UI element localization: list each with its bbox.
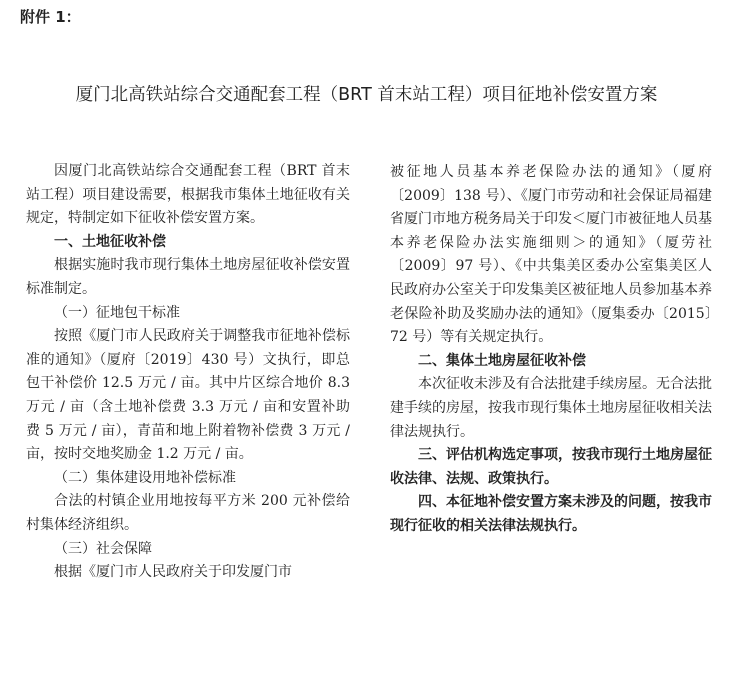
section2-heading: 二、集体土地房屋征收补偿 <box>418 352 586 369</box>
document-title: 厦门北高铁站综合交通配套工程（BRT 首末站工程）项目征地补偿安置方案 <box>75 85 658 105</box>
section1-paragraph: 根据实施时我市现行集体土地房屋征收补偿安置标准制定。 <box>26 257 350 297</box>
section1-heading: 一、土地征收补偿 <box>54 233 166 250</box>
subsection3-paragraph-continued: 被征地人员基本养老保险办法的通知》（厦府〔2009〕138 号）、《厦门市劳动和社会保证局福建省厦门市地方税务局关于印发＜厦门市被征地人员基本养老保险办法实施细则＞的通知》（厦劳社〔2009〕97 号）、《中共集美区委办公室集美区人民政府办公室关于印发集美区被征地人员参加基本养老保险补助及奖励办法的通知》（厦集委办〔2015〕72 号）等有关规定执行。 <box>390 164 712 346</box>
section2-paragraph: 本次征收未涉及有合法批建手续房屋。无合法批建手续的房屋，按我市现行集体土地房屋征收相关法律法规执行。 <box>390 376 712 440</box>
attachment-label: 附件 1： <box>20 8 81 26</box>
right-column <box>390 161 712 539</box>
subsection1-paragraph: 按照《厦门市人民政府关于调整我市征地补偿标准的通知》（厦府〔2019〕430 号）文执行，即总包干补偿价 12.5 万元 / 亩。其中片区综合地价 8.3 万元 / 亩（含土地补偿费 3.3 万元 / 亩和安置补助费 5 万元 / 亩），青苗和地上附着物补偿费 3 万元 / 亩，按时交地奖励金 1.2 万元 / 亩。 <box>26 328 350 463</box>
subsection1-heading: （一）征地包干标准 <box>54 304 180 321</box>
subsection2-heading: （二）集体建设用地补偿标准 <box>54 469 236 486</box>
left-column <box>26 160 350 585</box>
subsection3-heading: （三）社会保障 <box>54 540 152 557</box>
subsection3-paragraph-start: 根据《厦门市人民政府关于印发厦门市 <box>54 564 292 581</box>
section3-paragraph: 三、评估机构选定事项，按我市现行土地房屋征收法律、法规、政策执行。 <box>390 447 712 487</box>
section4-paragraph: 四、本征地补偿安置方案未涉及的问题，按我市现行征收的相关法律法规执行。 <box>390 494 712 534</box>
intro-paragraph: 因厦门北高铁站综合交通配套工程（BRT 首末站工程）项目建设需要，根据我市集体土地征收有关规定，特制定如下征收补偿安置方案。 <box>26 163 350 227</box>
subsection2-paragraph: 合法的村镇企业用地按每平方米 200 元补偿给村集体经济组织。 <box>26 493 350 533</box>
